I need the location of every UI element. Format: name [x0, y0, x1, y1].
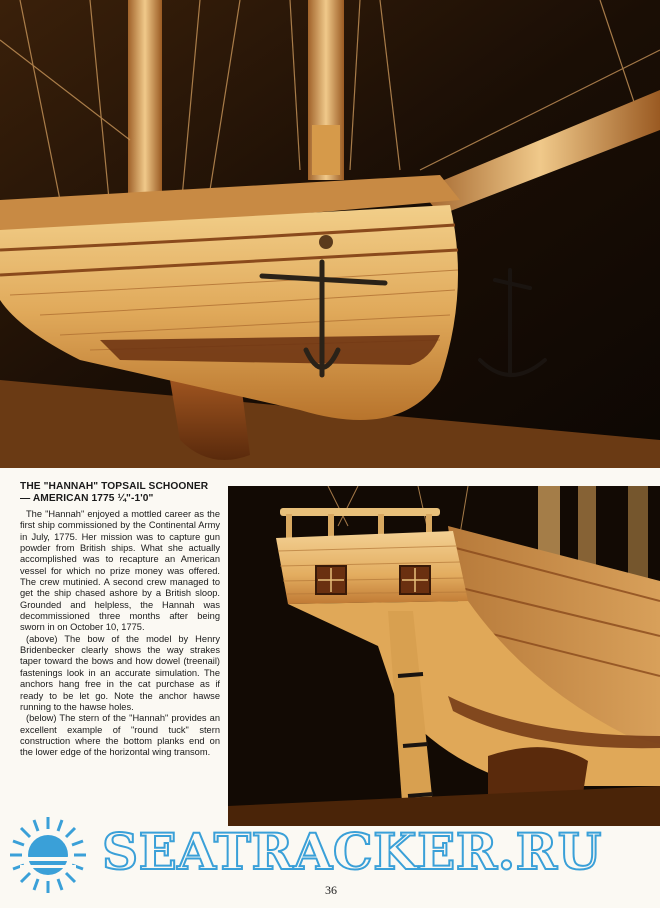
caption-paragraph: The "Hannah" enjoyed a mottled career as the first ship commissioned by the Continental Army in July, 1775. Her mission was to capture gun powder from British ships. What she actually accomplished was to recapture an American vessel for which no prize money was offered. The crew mutinied. A second crew managed to get the ship chased ashore by a British sloop. Grounded and helpless, the Hannah was decommissioned three months after being sworn in on October 10, 1775.: [20, 509, 220, 633]
stern-photo: [228, 486, 660, 826]
caption-paragraph: (above) The bow of the model by Henry Bridenbecker clearly shows the way strakes taper toward the bows and how dowel (treenail) fastenings look in an accurate simulation. The anchors hang free in the cat purchase as if ready to be let go. Note the anchor hawse running to the hawse holes.: [20, 633, 220, 712]
watermark-text: SEATRACKER.RU: [102, 822, 602, 881]
caption-paragraph: (below) The stern of the "Hannah" provides an excellent example of "round tuck" stern construction where the bottom planks end on the lower edge of the horizontal wing transom.: [20, 713, 220, 758]
sun-icon: [10, 817, 86, 893]
caption-block: [20, 481, 220, 759]
caption-title: THE "HANNAH" TOPSAIL SCHOONER — AMERICAN 1775 ¼"-1'0": [20, 481, 209, 504]
page-number: 36: [325, 883, 337, 897]
